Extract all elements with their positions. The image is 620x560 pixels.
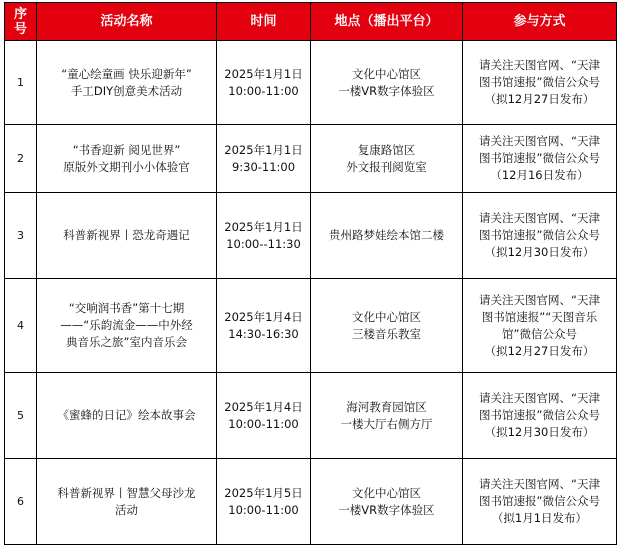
cell-join-line: 图书馆速报”微信公众号 xyxy=(479,151,600,165)
cell-join-line: （拟1月1日发布） xyxy=(491,511,588,525)
header-time: 时间 xyxy=(217,3,311,41)
cell-name-line: 原版外文期刊小小体验官 xyxy=(63,159,190,174)
cell-join-line: （拟12月27日发布） xyxy=(484,92,595,106)
cell-name xyxy=(37,41,217,125)
cell-seq: 2 xyxy=(5,125,37,193)
cell-join xyxy=(463,279,617,373)
header-place: 地点（播出平台） xyxy=(311,3,463,41)
cell-name-line: “童心绘童画 快乐迎新年” xyxy=(61,66,192,81)
header-name: 活动名称 xyxy=(37,3,217,41)
cell-place-line: 一楼大厅右侧方厅 xyxy=(340,416,433,431)
header-join: 参与方式 xyxy=(463,3,617,41)
cell-name-line: ——“乐韵流金——中外经 xyxy=(60,318,193,332)
cell-place-line: 海河教育园馆区 xyxy=(346,399,427,414)
table-header-row xyxy=(5,3,617,41)
cell-place xyxy=(311,373,463,459)
cell-join xyxy=(463,193,617,279)
cell-time xyxy=(217,125,311,193)
cell-place-line: 一楼VR数字体验区 xyxy=(338,502,435,517)
cell-seq: 5 xyxy=(5,373,37,459)
cell-place-line: 一楼VR数字体验区 xyxy=(338,83,435,98)
table-row xyxy=(5,373,617,459)
cell-join-line: 请关注天图官网、“天津 xyxy=(479,211,600,225)
cell-name-line: 《蜜蜂的日记》绘本故事会 xyxy=(57,408,196,422)
cell-join xyxy=(463,125,617,193)
cell-join-line: （拟12月30日发布） xyxy=(484,245,595,259)
cell-time-line: 9:30-11:00 xyxy=(231,159,296,174)
cell-name-line: 典音乐之旅”室内音乐会 xyxy=(66,335,187,349)
cell-name xyxy=(37,279,217,373)
cell-place xyxy=(311,193,463,279)
table-row xyxy=(5,125,617,193)
cell-place-line: 文化中心馆区 xyxy=(352,485,421,500)
cell-time-line: 10:00-11:00 xyxy=(228,416,299,431)
cell-join-line: 请关注天图官网、“天津 xyxy=(479,477,600,491)
header-seq-line: 序 xyxy=(13,6,27,22)
cell-join-line: 图书馆速报”微信公众号 xyxy=(479,494,600,508)
cell-name xyxy=(37,373,217,459)
cell-place-line: 三楼音乐教室 xyxy=(352,326,421,341)
cell-join-line: 馆”微信公众号 xyxy=(502,326,577,341)
header-seq xyxy=(5,3,37,41)
activity-schedule-table xyxy=(4,2,617,545)
cell-name xyxy=(37,193,217,279)
cell-time-line: 2025年1月1日 xyxy=(224,142,303,157)
cell-time-line: 2025年1月1日 xyxy=(224,66,303,81)
table-row xyxy=(5,459,617,545)
cell-time-line: 2025年1月5日 xyxy=(224,485,303,500)
cell-seq: 4 xyxy=(5,279,37,373)
cell-join-line: 图书馆速报”微信公众号 xyxy=(479,75,600,89)
cell-name-line: 活动 xyxy=(115,502,138,517)
cell-join-line: （拟12月27日发布） xyxy=(484,343,595,358)
cell-time xyxy=(217,41,311,125)
cell-place-line: 贵州路梦娃绘本馆二楼 xyxy=(329,228,444,242)
cell-place-line: 文化中心馆区 xyxy=(352,309,421,324)
cell-join-line: （拟12月30日发布） xyxy=(484,425,595,439)
cell-join-line: 请关注天图官网、“天津 xyxy=(479,391,600,405)
cell-join-line: 图书馆速报”微信公众号 xyxy=(479,228,600,242)
cell-place xyxy=(311,41,463,125)
cell-time xyxy=(217,279,311,373)
cell-time xyxy=(217,459,311,545)
cell-join-line: 图书馆速报”“天图音乐 xyxy=(481,309,598,324)
cell-time-line: 10:00-11:00 xyxy=(228,502,299,517)
cell-time-line: 10:00--11:30 xyxy=(226,236,301,251)
cell-join-line: 图书馆速报”微信公众号 xyxy=(479,408,600,422)
cell-join xyxy=(463,459,617,545)
cell-place xyxy=(311,125,463,193)
cell-name-line: 科普新视界丨恐龙奇遇记 xyxy=(63,228,190,242)
table-row xyxy=(5,193,617,279)
cell-name-line: “交响润书香”第十七期 xyxy=(68,301,185,315)
cell-time-line: 10:00-11:00 xyxy=(228,83,299,98)
cell-place-line: 外文报刊阅览室 xyxy=(346,159,427,174)
cell-join-line: 请关注天图官网、“天津 xyxy=(479,58,600,72)
cell-join-line: 请关注天图官网、“天津 xyxy=(479,292,600,307)
cell-place xyxy=(311,459,463,545)
cell-join-line: 请关注天图官网、“天津 xyxy=(479,134,600,148)
table-row xyxy=(5,41,617,125)
cell-seq: 6 xyxy=(5,459,37,545)
cell-join-line: （12月16日发布） xyxy=(490,168,589,182)
cell-place xyxy=(311,279,463,373)
cell-name-line: 科普新视界丨智慧父母沙龙 xyxy=(57,485,196,500)
cell-place-line: 复康路馆区 xyxy=(357,142,416,157)
cell-time-line: 2025年1月1日 xyxy=(224,219,303,234)
cell-time-line: 14:30-16:30 xyxy=(228,326,299,341)
cell-time xyxy=(217,193,311,279)
cell-name-line: 手工DIY创意美术活动 xyxy=(70,83,183,98)
header-seq-line: 号 xyxy=(13,21,27,37)
cell-name xyxy=(37,125,217,193)
table-row xyxy=(5,279,617,373)
cell-time-line: 2025年1月4日 xyxy=(224,399,303,414)
cell-name xyxy=(37,459,217,545)
cell-join xyxy=(463,41,617,125)
table-body xyxy=(5,41,617,545)
cell-seq: 3 xyxy=(5,193,37,279)
cell-time xyxy=(217,373,311,459)
cell-seq: 1 xyxy=(5,41,37,125)
cell-join xyxy=(463,373,617,459)
cell-name-line: “书香迎新 阅见世界” xyxy=(72,142,181,157)
schedule-table-container xyxy=(4,2,617,545)
cell-time-line: 2025年1月4日 xyxy=(224,309,303,324)
cell-place-line: 文化中心馆区 xyxy=(352,66,421,81)
